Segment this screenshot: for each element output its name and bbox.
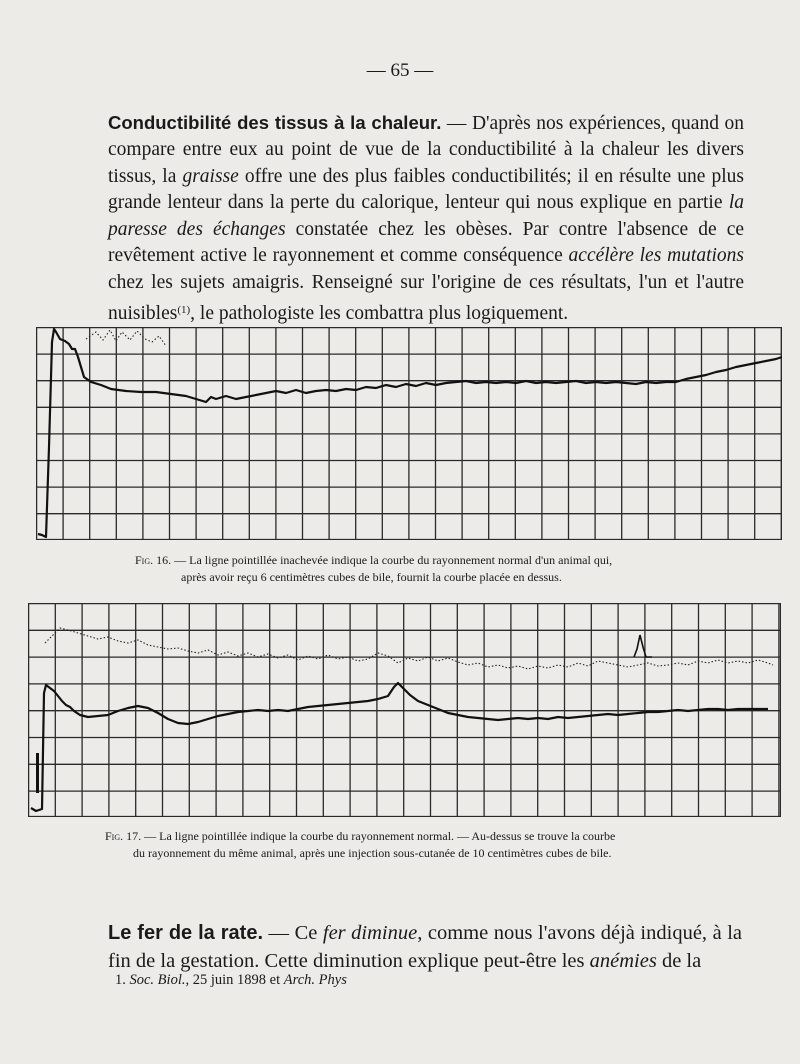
page-number: — 65 — <box>366 60 434 81</box>
emphasis: la paresse des échanges <box>108 192 744 240</box>
emphasis: anémies <box>589 949 657 972</box>
text: — D'après nos expériences, quand on compare entre eux au point de vue de la conductibilité à la chaleur les divers tissus, la <box>108 112 744 187</box>
footnote-text: , 25 juin 1898 et <box>185 972 284 988</box>
emphasis: accélère les mutations <box>568 245 744 267</box>
emphasis: fer diminue <box>322 921 418 944</box>
normal-curve-spike <box>634 635 652 657</box>
footnote-ref: (1) <box>177 303 191 316</box>
text: — Ce <box>263 921 323 944</box>
caption-text: après avoir reçu 6 centimètres cubes de bile, fournit la courbe placée en dessus. <box>181 570 562 584</box>
normal-curve-dotted <box>86 330 166 346</box>
caption-text: — La ligne pointillée inachevée indique la courbe du rayonnement normal d'un animal qui, <box>171 553 613 567</box>
text: constatée chez les obèses. Par contre l'absence de ce revêtement active le rayonnement et comme conséquence <box>108 218 745 267</box>
figure-17-svg <box>28 603 781 817</box>
spike-marker <box>36 753 39 793</box>
footnote <box>115 972 347 989</box>
text: offre une des plus faibles conductibilités; il en résulte une plus grande lenteur dans la perte du calorique, lenteur qui nous explique en partie <box>108 165 744 214</box>
emphasis: graisse <box>182 165 239 187</box>
footnote-source: Arch. Phys <box>283 972 347 988</box>
normal-curve-dotted <box>45 628 773 669</box>
caption-text: du rayonnement du même animal, après une injection sous-cutanée de 10 centimètres cubes de bile. <box>133 846 612 860</box>
text: chez les sujets amaigris. Renseigné sur l'origine de ces résultats, l'un et l'autre nuisibles <box>108 272 744 324</box>
bile-curve-solid <box>31 683 768 811</box>
figure-16-graph <box>36 327 782 540</box>
section-heading: Conductibilité des tissus à la chaleur. <box>108 111 442 133</box>
figure-16-caption <box>135 552 775 586</box>
figure-label: Fig. 17. <box>105 829 142 843</box>
figure-17-caption <box>105 828 785 862</box>
text: , comme nous l'avons déjà indiqué, à la fin de la gestation. Cette diminution explique peut-être les <box>108 921 742 972</box>
grid <box>36 327 782 540</box>
bile-curve-solid <box>38 329 782 537</box>
paragraph-fer-rate <box>108 919 742 975</box>
figure-label: Fig. 16. <box>135 553 172 567</box>
section-heading: Le fer de la rate. <box>108 921 264 944</box>
footnote-source: Soc. Biol. <box>125 972 186 988</box>
figure-17-graph <box>28 603 781 817</box>
text: de la <box>656 949 702 972</box>
footnote-number: 1. <box>115 972 126 988</box>
text: , le pathologiste les combattra plus logiquement. <box>190 302 569 324</box>
caption-text: — La ligne pointillée indique la courbe du rayonnement normal. — Au-dessus se trouve la courbe <box>141 829 616 843</box>
paragraph-conductibilite <box>108 110 744 328</box>
figure-16-svg <box>36 327 782 540</box>
